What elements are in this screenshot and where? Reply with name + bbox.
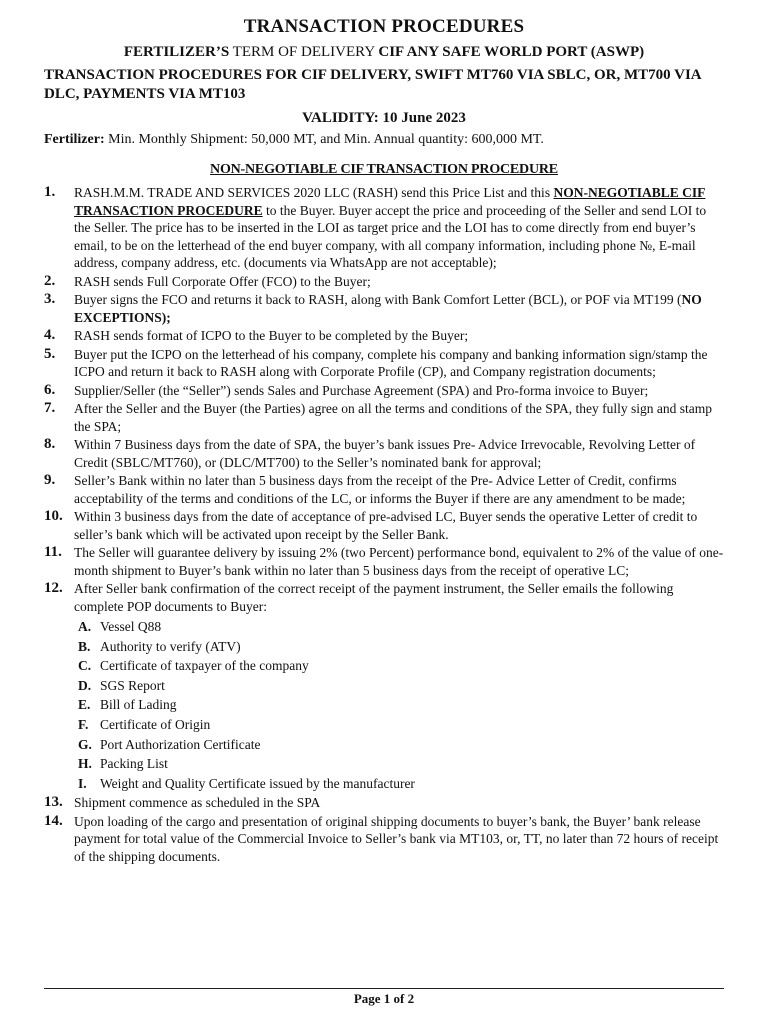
- pop-document-text: Authority to verify (ATV): [100, 638, 241, 654]
- step-number: 14.: [44, 812, 63, 829]
- step-text: After the Seller and the Buyer (the Parties) agree on all the terms and conditions of the SPA, they fully sign and stamp the SPA;: [74, 401, 712, 434]
- step-6: [44, 382, 724, 400]
- step-text-emphasis: NON-NEGOTIABLE CIF TRANSACTION PROCEDURE: [74, 185, 706, 218]
- pop-document-item: [74, 676, 724, 696]
- pop-document-text: SGS Report: [100, 677, 165, 693]
- step-text: After Seller bank confirmation of the correct receipt of the payment instrument, the Seller emails the following complete POP documents to Buyer:: [74, 581, 674, 614]
- step-text: to the Buyer. Buyer accept the price and proceeding of the Seller and send LOI to the Seller. The price has to be inserted in the LOI as target price and the LOI has to come directly from end buyer’s email, to be on the letterhead of the end buyer company, with all company information, including phone №, E-mail address, company address, etc. (documents via WhatsApp are not acceptable);: [74, 202, 707, 270]
- step-text: Shipment commence as scheduled in the SPA: [74, 795, 321, 811]
- step-number: 11.: [44, 544, 62, 560]
- pop-document-letter: G.: [78, 736, 92, 752]
- pop-document-letter: A.: [78, 619, 92, 634]
- step-number: 2.: [44, 272, 56, 289]
- fertilizer-line: [44, 132, 724, 148]
- step-3: [44, 291, 724, 326]
- pop-document-item: [74, 754, 724, 774]
- pop-documents-list: [74, 617, 724, 793]
- pop-document-letter: H.: [78, 756, 92, 772]
- step-number: 5.: [44, 345, 56, 362]
- pop-document-text: Port Authorization Certificate: [100, 736, 261, 752]
- pop-document-letter: I.: [78, 775, 87, 791]
- step-number: 9.: [44, 472, 56, 488]
- fertilizer-text: Min. Monthly Shipment: 50,000 MT, and Min. Annual quantity: 600,000 MT.: [104, 132, 544, 147]
- step-8: [44, 436, 724, 471]
- pop-document-text: Bill of Lading: [100, 697, 177, 713]
- step-number: 13.: [44, 794, 63, 811]
- step-7: [44, 400, 724, 435]
- step-14: [44, 813, 724, 866]
- delivery-term-line: [44, 44, 724, 61]
- step-text: Buyer signs the FCO and returns it back to RASH, along with Bank Comfort Letter (BCL), or POF via MT199 (: [74, 292, 682, 307]
- step-11: [44, 544, 724, 579]
- step-number: 4.: [44, 327, 56, 343]
- pop-document-item: [74, 774, 724, 794]
- step-text: Within 7 Business days from the date of SPA, the buyer’s bank issues Pre- Advice Irrevocable, Revolving Letter of Credit (SBLC/MT760), or (DLC/MT700) to the Seller’s nominated bank for approval;: [74, 437, 696, 470]
- step-text: Buyer put the ICPO on the letterhead of his company, complete his company and banking information sign/stamp the ICPO and return it back to RASH along with Corporate Profile (CP), and Company registration documents;: [74, 346, 708, 379]
- pop-document-item: [74, 617, 724, 637]
- step-text-emphasis: NO EXCEPTIONS);: [74, 292, 702, 325]
- step-4: [44, 327, 724, 345]
- pop-document-text: Packing List: [100, 756, 168, 772]
- procedure-steps: [44, 184, 724, 865]
- pop-document-item: [74, 695, 724, 715]
- delivery-term-label: TERM OF DELIVERY: [229, 44, 379, 60]
- pop-document-letter: E.: [78, 697, 91, 713]
- step-2: [44, 273, 724, 291]
- step-number: 10.: [44, 508, 63, 524]
- step-number: 8.: [44, 436, 56, 452]
- pop-document-text: Weight and Quality Certificate issued by the manufacturer: [100, 775, 415, 791]
- pop-document-item: [74, 715, 724, 735]
- pop-document-letter: C.: [78, 658, 92, 674]
- page-number: Page 1 of 2: [353, 991, 415, 1006]
- step-number: 6.: [44, 381, 56, 398]
- step-text: Supplier/Seller (the “Seller”) sends Sales and Purchase Agreement (SPA) and Pro-forma invoice to Buyer;: [74, 382, 649, 398]
- document-title: TRANSACTION PROCEDURES: [243, 16, 525, 37]
- pop-document-item: [74, 656, 724, 676]
- step-number: 12.: [44, 580, 63, 596]
- step-text: Within 3 business days from the date of acceptance of pre-advised LC, Buyer sends the operative Letter of credit to seller’s bank which will be activated upon receipt by the Seller Bank.: [74, 509, 698, 542]
- step-text: Seller’s Bank within no later than 5 business days from the receipt of the Pre- Advice Letter of Credit, confirms acceptability of the terms and conditions of the LC, or informs the Buyer if there are any amendment to be made;: [74, 473, 686, 506]
- pop-document-letter: D.: [78, 677, 92, 693]
- step-10: [44, 508, 724, 543]
- step-number: 7.: [44, 400, 56, 416]
- pop-document-letter: F.: [78, 716, 89, 732]
- section-heading: NON-NEGOTIABLE CIF TRANSACTION PROCEDURE: [210, 162, 558, 177]
- pop-document-item: [74, 637, 724, 657]
- validity-line: VALIDITY: 10 June 2023: [302, 110, 466, 126]
- step-5: [44, 346, 724, 381]
- pop-document-text: Vessel Q88: [100, 619, 162, 634]
- pop-document-letter: B.: [78, 638, 91, 654]
- step-1: [44, 184, 724, 272]
- fertilizer-label: Fertilizer:: [44, 132, 105, 147]
- step-text: RASH sends Full Corporate Offer (FCO) to the Buyer;: [74, 273, 371, 289]
- step-text: Upon loading of the cargo and presentation of original shipping documents to buyer’s bank, the Buyer’ bank release payment for total value of the Commercial Invoice to Seller’s bank via MT103, or, TT, no later than 72 hours of receipt of the shipping documents.: [74, 813, 719, 864]
- step-13: [44, 794, 724, 812]
- step-9: [44, 472, 724, 507]
- delivery-term-value: CIF ANY SAFE WORLD PORT (ASWP): [378, 44, 645, 60]
- step-text: The Seller will guarantee delivery by issuing 2% (two Percent) performance bond, equivalent to 2% of the value of one-month shipment to Buyer’s bank within no later than 5 business days from the receipt of operative LC;: [74, 545, 724, 578]
- step-text: RASH.M.M. TRADE AND SERVICES 2020 LLC (RASH) send this Price List and this: [74, 185, 554, 200]
- pop-document-text: Certificate of Origin: [100, 716, 211, 732]
- delivery-term-product: FERTILIZER’S: [123, 44, 230, 60]
- procedures-heading: TRANSACTION PROCEDURES FOR CIF DELIVERY, SWIFT MT760 VIA SBLC, OR, MT700 VIA DLC, PAYMENTS VIA MT103: [44, 67, 701, 102]
- step-12: [44, 580, 724, 793]
- step-number: 3.: [44, 291, 56, 307]
- step-text: RASH sends format of ICPO to the Buyer to be completed by the Buyer;: [74, 328, 469, 343]
- pop-document-item: [74, 735, 724, 755]
- step-number: 1.: [44, 184, 56, 200]
- pop-document-text: Certificate of taxpayer of the company: [100, 658, 309, 674]
- footer-divider: [44, 988, 724, 989]
